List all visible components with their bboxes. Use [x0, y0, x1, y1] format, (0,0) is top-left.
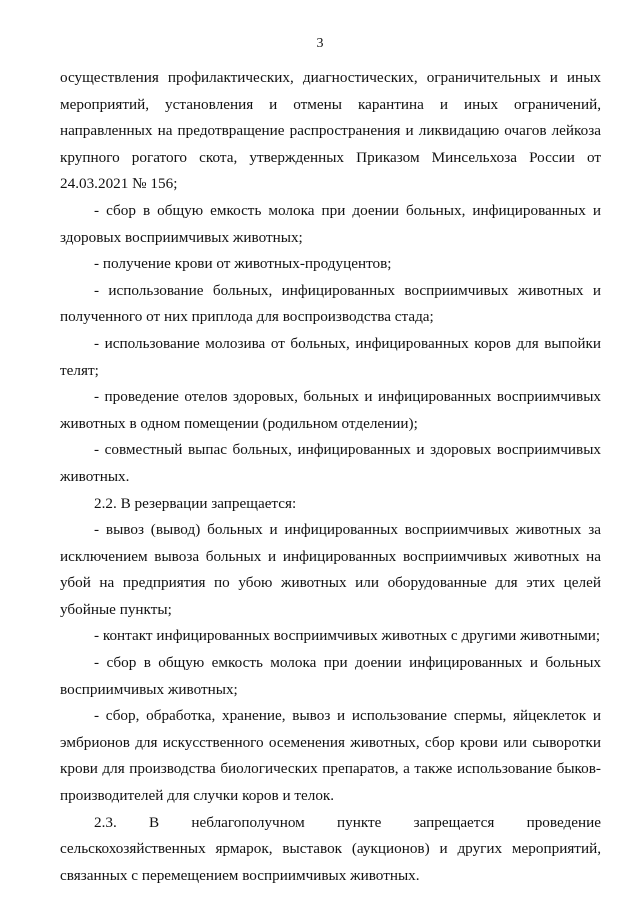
list-item-semen-embryos: - сбор, обработка, хранение, вывоз и использование спермы, яйцеклеток и эмбрионов для искусственного осеменения животных, сбор крови или сыворотки крови для производства биологических препаратов, а также использование быков-производителей для случки коров и телок.	[60, 707, 601, 805]
document-body	[60, 65, 601, 889]
section-heading-2-2: 2.2. В резервации запрещается:	[94, 494, 297, 512]
list-item-colostrum: - использование молозива от больных, инфицированных коров для выпойки телят;	[60, 334, 601, 379]
list-item-calving: - проведение отелов здоровых, больных и инфицированных восприимчивых животных в одном помещении (родильном отделении);	[60, 388, 601, 432]
page-number: 3	[316, 36, 324, 51]
list-item-blood-producers: - получение крови от животных-продуцентов;	[94, 255, 392, 273]
list-item-milk-infected: - сбор в общую емкость молока при доении инфицированных и больных восприимчивых животных;	[60, 654, 601, 698]
list-item-contact: - контакт инфицированных восприимчивых животных с другими животными;	[94, 627, 601, 645]
list-item-breeding-use: - использование больных, инфицированных восприимчивых животных и полученного от них приплода для воспроизводства стада;	[60, 281, 601, 326]
list-item-grazing: - совместный выпас больных, инфицированных и здоровых восприимчивых животных.	[60, 441, 601, 485]
list-item-export: - вывоз (вывод) больных и инфицированных восприимчивых животных за исключением вывоза больных и инфицированных восприимчивых животных на убой на предприятия по убою животных или оборудованные для этих целей убойные пункты;	[60, 521, 601, 618]
section-paragraph-2-3: 2.3. В неблагополучном пункте запрещается проведение сельскохозяйственных ярмарок, выставок (аукционов) и других мероприятий, связанных с перемещением восприимчивых животных.	[60, 813, 601, 884]
paragraph-continuation: осуществления профилактических, диагностических, ограничительных и иных мероприятий, установления и отмены карантина и иных ограничений, направленных на предотвращение распространения и ликвидацию очагов лейкоза крупного рогатого скота, утвержденных Приказом Минсельхоза России от 24.03.2021 № 156;	[60, 69, 601, 193]
list-item-milk-collection: - сбор в общую емкость молока при доении больных, инфицированных и здоровых восприимчивых животных;	[60, 201, 601, 246]
